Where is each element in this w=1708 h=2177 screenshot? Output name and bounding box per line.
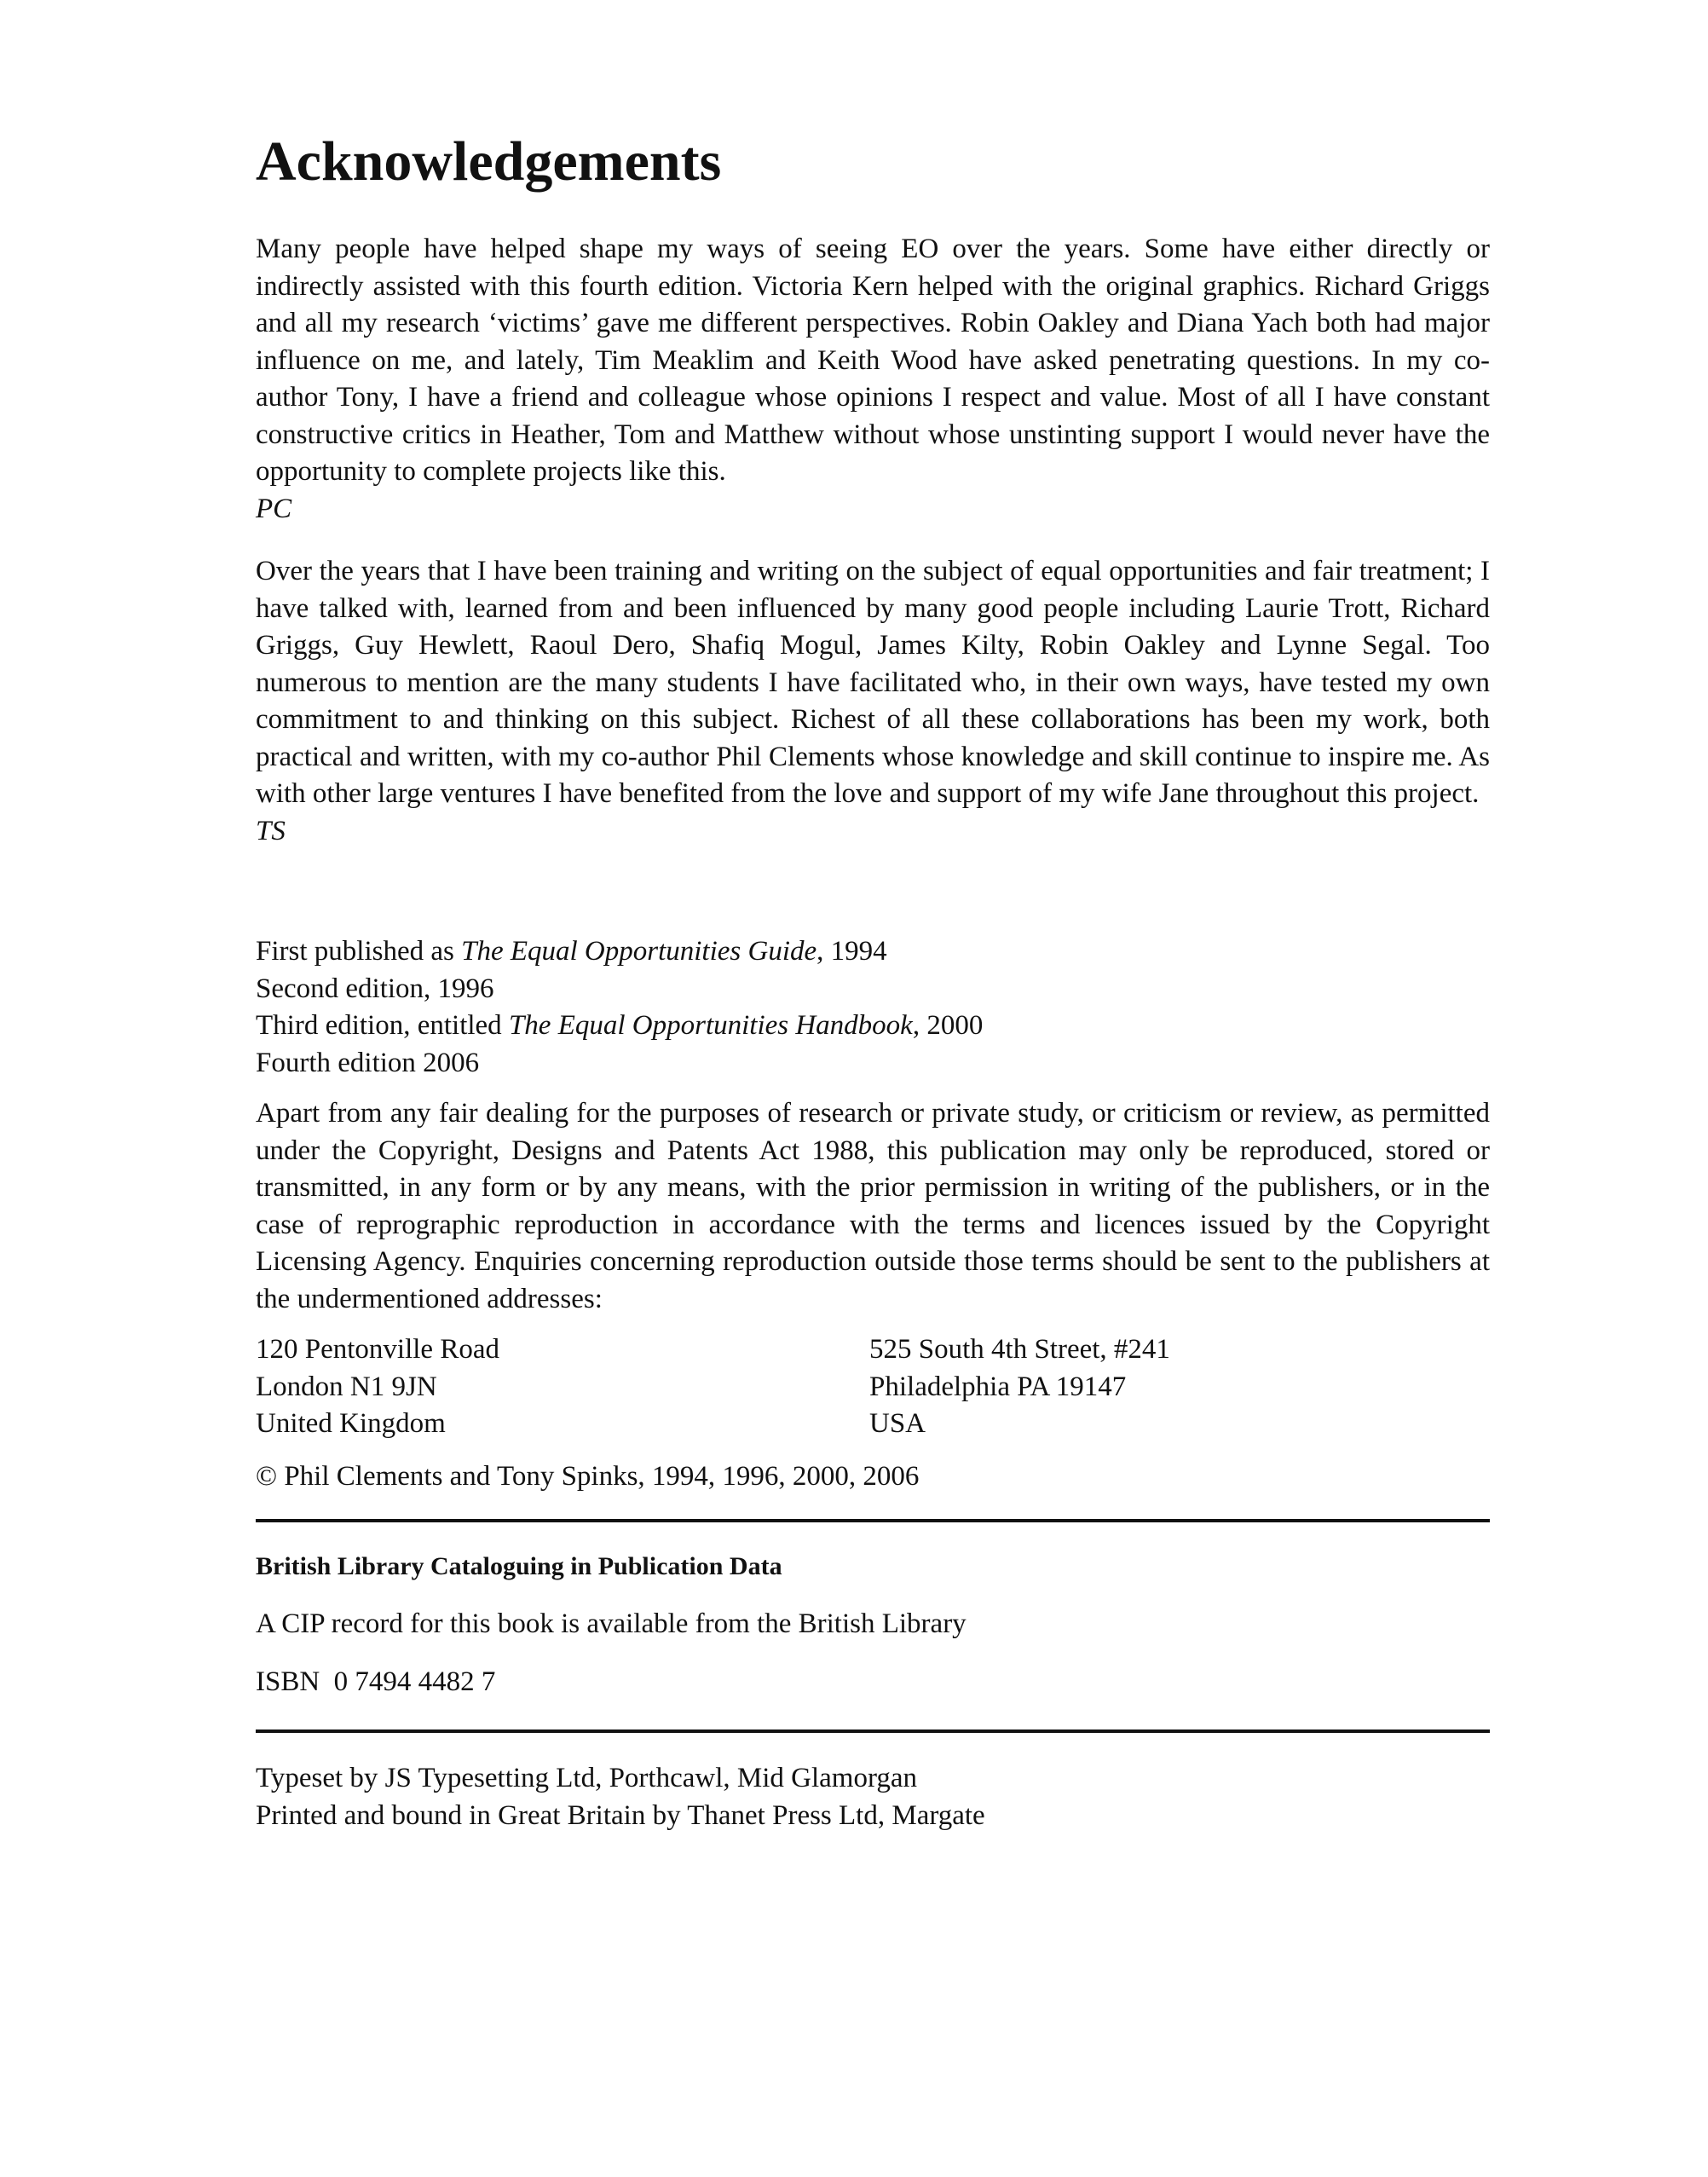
address-usa: 525 South 4th Street, #241 Philadelphia PA 19147 USA [869, 1334, 1170, 1440]
printer-credits [256, 1760, 1490, 1834]
acknowledgement-ts-text: Over the years that I have been training and writing on the subject of equal opportunities and fair treatment; I have talked with, learned from and been influenced by many good people including Laurie Trott, Richard Griggs, Guy Hewlett, Raoul Dero, Shafiq Mogul, James Kilty, Robin Oakley and Lynne Segal. Too numerous to mention are the many students I have facilitated who, in their own ways, have tested my own commitment to and thinking on this subject. Richest of all these collaborations has been my work, both practical and written, with my co-author Phil Clements whose knowledge and skill continue to inspire me. As with other large ventures I have benefited from the love and support of my wife Jane throughout this project. [256, 556, 1490, 810]
divider [256, 1519, 1490, 1522]
edition-third: Third edition, entitled The Equal Opportunities Handbook, 2000 [256, 1010, 984, 1042]
book-title-first: The Equal Opportunities Guide [461, 936, 817, 967]
edition-history [256, 933, 1490, 1082]
copyright-line: © Phil Clements and Tony Spinks, 1994, 1996, 2000, 2006 [256, 1460, 920, 1492]
cip-heading: British Library Cataloguing in Publication Data [256, 1552, 782, 1581]
cip-record: A CIP record for this book is available from the British Library [256, 1608, 967, 1640]
address-uk: 120 Pentonville Road London N1 9JN United Kingdom [256, 1334, 499, 1440]
edition-fourth: Fourth edition 2006 [256, 1047, 480, 1078]
publisher-addresses [256, 1331, 1490, 1443]
typeset-credit: Typeset by JS Typesetting Ltd, Porthcawl, Mid Glamorgan [256, 1763, 917, 1794]
page-title: Acknowledgements [256, 130, 722, 193]
isbn: ISBN 0 7494 4482 7 [256, 1666, 496, 1697]
page-content [256, 128, 1490, 1834]
book-title-third: The Equal Opportunities Handbook [508, 1010, 913, 1042]
acknowledgement-pc-signature: PC [256, 493, 292, 524]
edition-first: First published as The Equal Opportunities Guide, 1994 [256, 936, 887, 967]
divider [256, 1729, 1490, 1733]
printed-credit: Printed and bound in Great Britain by Thanet Press Ltd, Margate [256, 1799, 985, 1831]
copyright-notice: Apart from any fair dealing for the purposes of research or private study, or criticism or review, as permitted under the Copyright, Designs and Patents Act 1988, this publication may only be reproduced, stored or transmitted, in any form or by any means, with the prior permission in writing of the publishers, or in the case of reprographic reproduction in accordance with the terms and licences issued by the Copyright Licensing Agency. Enquiries concerning reproduction outside those terms should be sent to the publishers at the undermentioned addresses: [256, 1098, 1490, 1314]
acknowledgement-pc-text: Many people have helped shape my ways of seeing EO over the years. Some have either directly or indirectly assisted with this fourth edition. Victoria Kern helped with the original graphics. Richard Griggs and all my research ‘victims’ gave me different perspectives. Robin Oakley and Diana Yach both had major influence on me, and lately, Tim Meaklim and Keith Wood have asked penetrating questions. In my co-author Tony, I have a friend and colleague whose opinions I respect and value. Most of all I have constant constructive critics in Heather, Tom and Matthew without whose unstinting support I would never have the opportunity to complete projects like this. [256, 234, 1490, 488]
edition-second: Second edition, 1996 [256, 973, 494, 1004]
acknowledgement-ts-signature: TS [256, 815, 286, 846]
